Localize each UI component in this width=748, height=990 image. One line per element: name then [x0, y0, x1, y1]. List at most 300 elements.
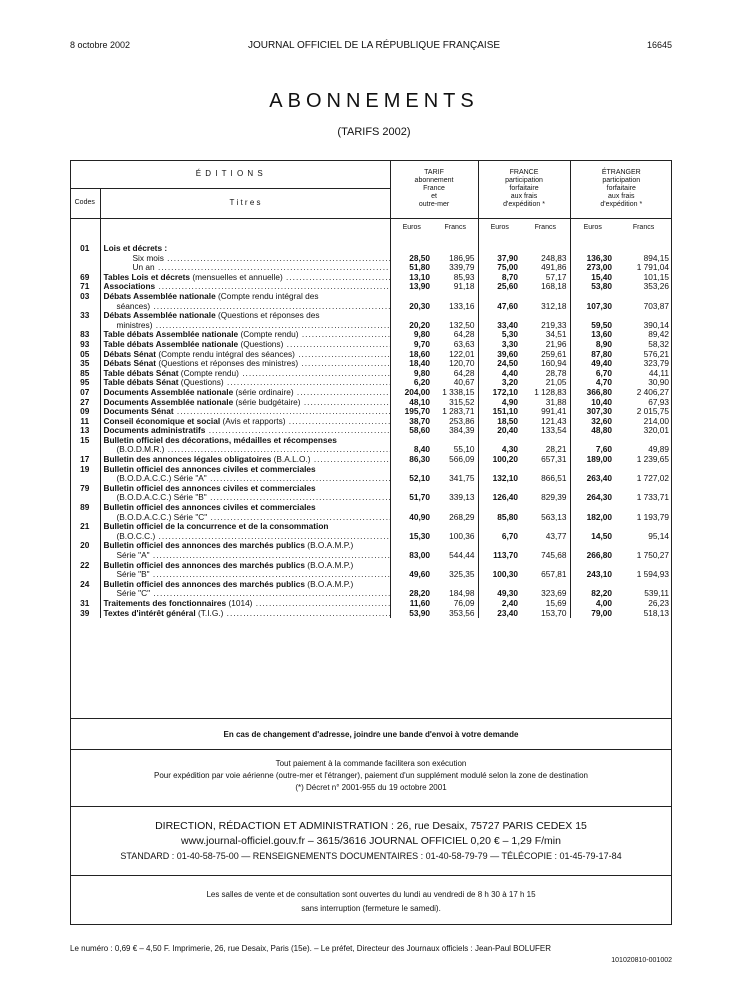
etranger-header	[570, 160, 672, 218]
price-francs: 991,41	[541, 406, 567, 417]
price-francs: 268,29	[449, 511, 475, 522]
price-euros: 40,90	[390, 513, 433, 523]
table-row	[70, 388, 672, 398]
price-francs: 1 338,15	[442, 386, 475, 397]
unit-francs: Francs	[534, 224, 556, 232]
table-row	[70, 282, 672, 292]
editions-header: É D I T I O N S	[70, 160, 390, 188]
price-euros: 107,30	[570, 302, 615, 312]
row-title-text: Bulletin officiel des annonces civiles et commerciales	[103, 483, 316, 493]
row-title-detail: (1014)	[226, 598, 253, 608]
price-francs: 1 128,83	[534, 386, 567, 397]
price-euros: 82,20	[570, 589, 615, 599]
row-title	[100, 484, 390, 494]
row-title-detail: (B.O.A.M.P.)	[305, 579, 354, 589]
table-row	[70, 311, 672, 321]
price-euros: 8,40	[390, 445, 433, 455]
price-francs: 829,39	[541, 492, 567, 503]
price-euros: 9,70	[390, 340, 433, 350]
table-row	[70, 330, 672, 340]
price-euros: 28,20	[390, 589, 433, 599]
column-header-line: forfaitaire	[606, 184, 636, 192]
row-title-text: Documents administratifs	[103, 426, 206, 436]
table-row	[70, 522, 672, 532]
price-francs: 55,10	[453, 444, 475, 455]
row-title	[100, 302, 390, 312]
direction-block	[70, 806, 672, 864]
price-euros: 39,60	[478, 350, 521, 360]
table-row	[70, 398, 672, 408]
price-euros: 49,30	[478, 589, 521, 599]
price-euros: 264,30	[570, 493, 615, 503]
price-francs: 95,14	[648, 530, 670, 541]
price-francs: 89,42	[648, 329, 670, 340]
price-euros: 53,90	[390, 609, 433, 619]
price-euros: 4,90	[478, 398, 521, 408]
price-euros: 87,80	[570, 350, 615, 360]
row-title	[100, 273, 390, 283]
row-code: 39	[80, 607, 90, 618]
column-header-line: ÉTRANGER	[601, 168, 641, 176]
price-euros: 85,80	[478, 513, 521, 523]
price-euros: 23,40	[478, 609, 521, 619]
price-francs: 28,78	[545, 367, 567, 378]
price-euros: 8,90	[570, 340, 615, 350]
titres-header: T i t r e s	[100, 188, 390, 218]
price-euros: 113,70	[478, 551, 521, 561]
price-francs: 566,09	[449, 454, 475, 465]
row-title-text: Débats Sénat	[103, 349, 157, 359]
row-title-text: Tables Lois et décrets	[103, 272, 191, 282]
price-euros: 195,70	[390, 407, 433, 417]
footer-ref: 101020810-001002	[611, 957, 672, 964]
price-euros: 189,00	[570, 455, 615, 465]
row-title-text: Conseil économique et social	[103, 416, 221, 426]
row-title-detail: (série ordinaire)	[233, 387, 294, 397]
row-title-detail: (Compte rendu)	[178, 368, 239, 378]
price-francs: 745,68	[541, 550, 567, 560]
price-francs: 63,63	[453, 338, 475, 349]
price-francs: 2 015,75	[636, 406, 670, 417]
table-row	[70, 263, 672, 273]
row-code: 83	[80, 329, 90, 340]
price-euros: 13,10	[390, 273, 433, 283]
price-euros: 75,00	[478, 263, 521, 273]
price-francs: 1 791,04	[636, 262, 670, 273]
row-title-detail: (B.A.L.O.)	[271, 455, 311, 465]
price-francs: 168,18	[541, 281, 567, 292]
price-euros: 20,20	[390, 321, 433, 331]
row-title	[100, 350, 390, 360]
row-code: 01	[80, 243, 90, 253]
price-euros: 132,10	[478, 474, 521, 484]
row-title-detail: (Questions)	[178, 378, 224, 388]
row-title-text: Bulletin des annonces légales obligatoires	[103, 455, 272, 465]
row-title	[100, 609, 390, 619]
row-title-detail: (mensuelles et annuelle)	[190, 272, 283, 282]
price-euros: 79,00	[570, 609, 615, 619]
price-francs: 1 239,65	[636, 454, 670, 465]
price-francs: 259,61	[541, 348, 567, 359]
row-title	[100, 369, 390, 379]
row-title-text: (B.O.C.C.)	[116, 531, 156, 541]
price-euros: 7,60	[570, 445, 615, 455]
price-euros: 15,40	[570, 273, 615, 283]
row-title-text: Débats Sénat	[103, 359, 157, 369]
table-row	[70, 589, 672, 599]
price-francs: 133,54	[541, 425, 567, 436]
price-euros: 9,80	[390, 369, 433, 379]
price-francs: 120,70	[449, 358, 475, 369]
payment-notice	[70, 758, 672, 794]
price-euros: 6,70	[478, 532, 521, 542]
column-header-line: aux frais	[608, 192, 635, 200]
header-journal: JOURNAL OFFICIEL DE LA RÉPUBLIQUE FRANÇAISE	[247, 40, 501, 51]
column-header-line: outre-mer	[418, 200, 450, 208]
row-code: 07	[80, 386, 90, 397]
row-title-text: Bulletin officiel des annonces civiles et commerciales	[103, 464, 316, 474]
row-code: 20	[80, 540, 90, 551]
codes-header: Codes	[70, 188, 100, 218]
table-row	[70, 474, 672, 484]
table-row	[70, 484, 672, 494]
row-code: 79	[80, 482, 90, 493]
price-euros: 6,20	[390, 378, 433, 388]
price-francs: 1 193,79	[636, 511, 670, 522]
table-row	[70, 561, 672, 571]
price-francs: 1 750,27	[636, 550, 670, 560]
price-francs: 28,21	[545, 444, 567, 455]
price-euros: 49,60	[390, 570, 433, 580]
row-title	[100, 455, 390, 465]
column-header-line: participation	[602, 176, 641, 184]
price-euros: 100,20	[478, 455, 521, 465]
unit-euros: Euros	[390, 218, 433, 238]
row-title	[100, 388, 390, 398]
footer-imprint: Le numéro : 0,69 € – 4,50 F. Imprimerie, 26, rue Desaix, Paris (15e). – Le préfet, Directeur des Journaux officiels : Jean-Paul BOLUFER	[70, 944, 551, 953]
page-subtitle: (TARIFS 2002)	[337, 126, 411, 138]
column-header-line: abonnement	[414, 176, 454, 184]
price-francs: 1 594,93	[636, 569, 670, 580]
row-title	[100, 378, 390, 388]
row-title-detail: (Questions et réponses des ministres)	[156, 359, 299, 369]
table-row	[70, 359, 672, 369]
price-francs: 2 406,27	[636, 386, 670, 397]
row-title-text: Table débats Assemblée nationale	[103, 330, 239, 340]
table-row	[70, 599, 672, 609]
price-francs: 122,01	[449, 348, 475, 359]
price-francs: 64,28	[453, 329, 475, 340]
table-row	[70, 493, 672, 503]
price-euros: 263,40	[570, 474, 615, 484]
price-francs: 101,15	[643, 271, 670, 282]
column-header-line: forfaitaire	[509, 184, 539, 192]
price-euros: 33,40	[478, 321, 521, 331]
row-title	[100, 311, 390, 321]
price-francs: 253,86	[449, 415, 475, 426]
table-row	[70, 580, 672, 590]
row-title	[100, 474, 390, 484]
price-euros: 18,50	[478, 417, 521, 427]
unit-euros: Euros	[478, 218, 521, 238]
price-euros: 83,00	[390, 551, 433, 561]
row-title	[100, 417, 390, 427]
table-row	[70, 340, 672, 350]
price-francs: 85,93	[453, 271, 475, 282]
row-title-text: Six mois	[132, 253, 164, 263]
price-euros: 25,60	[478, 282, 521, 292]
row-title-text: Bulletin officiel de la concurrence et de la consommation	[103, 522, 329, 532]
column-header-line: et	[431, 192, 437, 200]
price-euros: 18,40	[390, 359, 433, 369]
row-title	[100, 561, 390, 571]
price-euros: 9,80	[390, 330, 433, 340]
price-francs: 100,36	[449, 530, 475, 541]
row-title	[100, 541, 390, 551]
price-euros: 48,80	[570, 426, 615, 436]
price-euros: 172,10	[478, 388, 521, 398]
column-header-line: participation	[505, 176, 543, 184]
price-euros: 307,30	[570, 407, 615, 417]
row-title	[100, 570, 390, 580]
row-code: 35	[80, 358, 90, 369]
price-euros: 8,70	[478, 273, 521, 283]
row-title-detail: (série budgétaire)	[233, 397, 301, 407]
row-title	[100, 532, 390, 542]
price-euros: 20,40	[478, 426, 521, 436]
price-euros: 4,40	[478, 369, 521, 379]
row-title-text: Lois et décrets :	[103, 244, 168, 253]
table-row	[70, 503, 672, 513]
table-row	[70, 244, 672, 254]
column-header-line: d'expédition *	[503, 200, 545, 208]
row-title	[100, 513, 390, 523]
row-code: 95	[80, 377, 90, 388]
row-code	[70, 254, 100, 264]
table-row	[70, 321, 672, 331]
table-row	[70, 292, 672, 302]
row-title-text: Textes d'intérêt général	[103, 608, 196, 618]
table-row	[70, 609, 672, 619]
price-francs: 1 727,02	[636, 473, 670, 484]
price-francs: 384,39	[449, 425, 475, 436]
row-title	[100, 321, 390, 331]
row-title	[100, 292, 390, 302]
price-francs: 248,83	[541, 252, 567, 263]
price-francs: 518,13	[643, 607, 670, 618]
row-title	[100, 407, 390, 417]
row-code: 11	[80, 415, 90, 426]
price-francs: 132,50	[449, 319, 475, 330]
price-euros: 51,70	[390, 493, 433, 503]
price-francs: 186,95	[449, 252, 475, 263]
row-title	[100, 398, 390, 408]
table-row	[70, 445, 672, 455]
row-title-detail: (Compte rendu)	[238, 330, 299, 340]
price-euros: 3,30	[478, 340, 521, 350]
price-euros: 136,30	[570, 254, 615, 264]
price-francs: 214,00	[643, 415, 670, 426]
price-francs: 657,81	[541, 569, 567, 580]
row-title-detail: (Avis et rapports)	[220, 416, 286, 426]
unit-francs: Francs	[444, 224, 466, 232]
row-title-text: Série "C"	[116, 589, 151, 599]
unit-euros: Euros	[570, 218, 615, 238]
price-francs: 67,93	[648, 396, 670, 407]
row-title-text: (B.O.D.A.C.C.) Série "C"	[116, 512, 208, 522]
price-francs: 184,98	[449, 588, 475, 599]
price-francs: 40,67	[453, 377, 475, 388]
row-title-text: Documents Sénat	[103, 407, 174, 417]
unit-francs: Francs	[632, 224, 655, 232]
price-euros: 182,00	[570, 513, 615, 523]
table-row	[70, 302, 672, 312]
row-title	[100, 522, 390, 532]
row-title-text: Traitements des fonctionnaires	[103, 598, 227, 608]
table-row	[70, 273, 672, 283]
row-title-text: Table débats Sénat	[103, 378, 179, 388]
row-title	[100, 282, 390, 292]
row-title-text: (B.O.D.A.C.C.) Série "B"	[116, 493, 207, 503]
price-euros: 59,50	[570, 321, 615, 331]
price-euros: 14,50	[570, 532, 615, 542]
tarif-header	[390, 160, 478, 218]
price-euros: 15,30	[390, 532, 433, 542]
price-francs: 76,09	[453, 597, 475, 608]
table-row	[70, 465, 672, 475]
price-francs: 153,70	[541, 607, 567, 618]
price-euros: 86,30	[390, 455, 433, 465]
row-title	[100, 493, 390, 503]
price-euros: 243,10	[570, 570, 615, 580]
row-title-text: Débats Assemblée nationale	[103, 291, 216, 301]
row-code: 24	[80, 578, 90, 589]
price-euros: 18,60	[390, 350, 433, 360]
price-euros: 13,60	[570, 330, 615, 340]
row-title-detail: (T.I.G.)	[195, 608, 224, 618]
price-francs: 312,18	[541, 300, 567, 311]
row-code: 85	[80, 367, 90, 378]
row-title	[100, 589, 390, 599]
row-title-detail: (B.O.A.M.P.)	[305, 560, 354, 570]
row-code: 33	[80, 310, 90, 321]
price-euros: 3,20	[478, 378, 521, 388]
price-francs: 49,89	[648, 444, 670, 455]
price-francs: 866,51	[541, 473, 567, 484]
row-title	[100, 254, 390, 264]
price-euros: 20,30	[390, 302, 433, 312]
price-euros: 10,40	[570, 398, 615, 408]
price-francs: 323,79	[643, 358, 670, 369]
row-title	[100, 580, 390, 590]
price-francs: 339,13	[449, 492, 475, 503]
price-francs: 43,77	[545, 530, 567, 541]
column-header-line: France	[423, 184, 445, 192]
table-row	[70, 254, 672, 264]
price-francs: 320,01	[643, 425, 670, 436]
row-title	[100, 359, 390, 369]
row-title-text: ministres)	[116, 320, 153, 330]
row-code: 17	[80, 454, 90, 465]
decree-note: (*) Décret n° 2001-955 du 19 octobre 2001	[295, 783, 447, 792]
column-header-line: TARIF	[424, 168, 444, 176]
row-title-text: Bulletin officiel des annonces des marchés publics	[103, 560, 305, 570]
row-title-text: Table débats Assemblée nationale	[103, 339, 239, 349]
payment-line-1: Tout paiement à la commande facilitera son exécution	[275, 759, 467, 768]
price-euros: 48,10	[390, 398, 433, 408]
price-francs: 491,86	[541, 262, 567, 273]
row-code: 89	[80, 502, 90, 513]
price-euros: 151,10	[478, 407, 521, 417]
row-title-text: séances)	[116, 301, 151, 311]
table-row	[70, 369, 672, 379]
price-francs: 1 733,71	[636, 492, 670, 503]
row-code: 09	[80, 406, 90, 417]
row-title-detail: (B.O.A.M.P.)	[305, 541, 354, 551]
france-header	[478, 160, 570, 218]
payment-line-2: Pour expédition par voie aérienne (outre-mer et l'étranger), paiement d'un supplément modulé selon la zone de destination	[154, 771, 588, 780]
price-francs: 390,14	[643, 319, 670, 330]
row-title-detail: (Questions et réponses des	[215, 311, 320, 321]
row-title	[100, 330, 390, 340]
table-row	[70, 378, 672, 388]
row-code: 19	[80, 463, 90, 474]
units-row	[70, 218, 672, 238]
price-euros: 266,80	[570, 551, 615, 561]
price-euros: 100,30	[478, 570, 521, 580]
row-title	[100, 436, 390, 446]
phone-line: STANDARD : 01-40-58-75-00 — RENSEIGNEMENTS DOCUMENTAIRES : 01-40-58-79-79 — TÉLÉCOPIE : 01-45-79-17-84	[120, 851, 622, 861]
table-row	[70, 417, 672, 427]
sales-line-1: Les salles de vente et de consultation sont ouvertes du lundi au vendredi de 8 h 30 à 17 h 15	[206, 890, 536, 899]
price-euros: 52,10	[390, 474, 433, 484]
row-title	[100, 426, 390, 436]
table-row	[70, 455, 672, 465]
column-header-line: d'expédition *	[600, 200, 643, 208]
price-euros: 28,50	[390, 254, 433, 264]
row-code: 31	[80, 597, 90, 608]
table-row	[70, 436, 672, 446]
tariffs-table	[70, 160, 672, 618]
price-euros: 13,90	[390, 282, 433, 292]
row-title-text: Un an	[132, 263, 155, 273]
column-header-line: FRANCE	[509, 168, 539, 176]
price-francs: 657,31	[541, 454, 567, 465]
row-title	[100, 244, 390, 254]
price-francs: 64,28	[453, 367, 475, 378]
price-francs: 323,69	[541, 588, 567, 599]
table-row	[70, 513, 672, 523]
price-euros: 204,00	[390, 388, 433, 398]
price-euros: 4,70	[570, 378, 615, 388]
row-title-detail: (Questions)	[238, 339, 284, 349]
sales-notice	[70, 875, 672, 916]
table-row	[70, 532, 672, 542]
row-title-text: Série "A"	[116, 551, 150, 560]
price-euros: 32,60	[570, 417, 615, 427]
row-code: 71	[80, 281, 90, 292]
header-date: 8 octobre 2002	[70, 40, 131, 50]
price-euros: 5,30	[478, 330, 521, 340]
row-title-text: Série "B"	[116, 570, 150, 580]
website-line: www.journal-officiel.gouv.fr – 3615/3616 JOURNAL OFFICIEL 0,20 € – 1,29 F/min	[181, 835, 561, 847]
price-francs: 34,51	[545, 329, 567, 340]
price-euros: 38,70	[390, 417, 433, 427]
price-euros: 11,60	[390, 599, 433, 609]
row-title-text: (B.O.D.A.C.C.) Série "A"	[116, 474, 207, 484]
price-francs: 133,16	[449, 300, 475, 311]
price-francs: 58,32	[648, 338, 670, 349]
